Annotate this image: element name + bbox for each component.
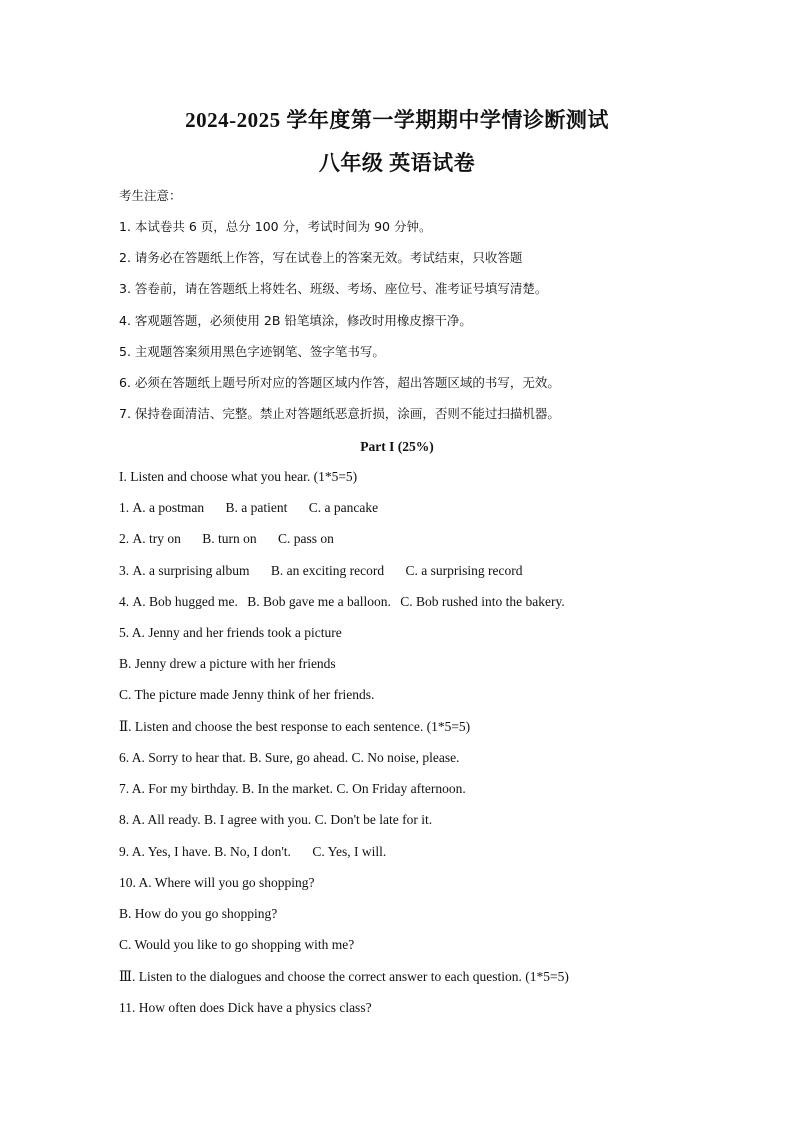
exam-subtitle: 八年级 英语试卷	[318, 151, 476, 175]
part-title: Part I (25%)	[360, 439, 434, 454]
options-a-b: 9. A. Yes, I have. B. No, I don't.	[119, 844, 291, 859]
exam-title: 2024-2025 学年度第一学期期中学情诊断测试	[185, 108, 609, 132]
option-c: C. pass on	[278, 531, 334, 546]
question-6: 6. A. Sorry to hear that. B. Sure, go ahead. C. No noise, please.	[119, 750, 460, 765]
notice-item: 2. 请务必在答题纸上作答，写在试卷上的答案无效。考试结束，只收答题	[119, 250, 523, 265]
question-7: 7. A. For my birthday. B. In the market. C. On Friday afternoon.	[119, 781, 466, 796]
section-heading: Ⅱ. Listen and choose the best response to each sentence. (1*5=5)	[119, 719, 471, 734]
option-b: B. Bob gave me a balloon.	[247, 594, 391, 609]
question-8: 8. A. All ready. B. I agree with you. C. Don't be late for it.	[119, 812, 433, 827]
question-number: 2.	[119, 531, 130, 546]
question-3	[119, 562, 522, 580]
option-b: B. a patient	[225, 500, 288, 515]
question-5-option-b: B. Jenny drew a picture with her friends	[119, 656, 336, 671]
question-number: 1.	[119, 500, 130, 515]
notice-item: 7. 保持卷面清洁、完整。禁止对答题纸恶意折损，涂画，否则不能过扫描机器。	[119, 406, 560, 421]
notice-item: 6. 必须在答题纸上题号所对应的答题区域内作答，超出答题区域的书写，无效。	[119, 375, 560, 390]
option-c: C. Bob rushed into the bakery.	[400, 594, 565, 609]
option-b: B. an exciting record	[270, 563, 385, 578]
question-10-option-c: C. Would you like to go shopping with me?	[119, 937, 355, 952]
question-4	[119, 593, 565, 611]
notice-item: 4. 客观题答题，必须使用 2B 铅笔填涂，修改时用橡皮擦干净。	[119, 313, 472, 328]
notice-item: 3. 答卷前，请在答题纸上将姓名、班级、考场、座位号、准考证号填写清楚。	[119, 281, 548, 296]
question-5-option-c: C. The picture made Jenny think of her friends.	[119, 687, 375, 702]
section-heading: Ⅲ. Listen to the dialogues and choose the correct answer to each question. (1*5=5)	[119, 969, 569, 984]
option-c: C. a surprising record	[405, 563, 523, 578]
question-11: 11. How often does Dick have a physics class?	[119, 1000, 372, 1015]
question-10-option-a: 10. A. Where will you go shopping?	[119, 875, 315, 890]
option-a: A. try on	[132, 531, 181, 546]
option-c: C. Yes, I will.	[312, 844, 387, 859]
question-2	[119, 530, 334, 548]
option-a: A. a surprising album	[132, 563, 250, 578]
notice-item: 5. 主观题答案须用黑色字迹钢笔、签字笔书写。	[119, 344, 385, 359]
option-b: B. turn on	[202, 531, 257, 546]
question-10-option-b: B. How do you go shopping?	[119, 906, 278, 921]
option-c: C. a pancake	[308, 500, 379, 515]
question-number: 4.	[119, 594, 130, 609]
question-5-option-a: 5. A. Jenny and her friends took a picture	[119, 625, 342, 640]
question-1	[119, 499, 378, 517]
option-a: A. a postman	[132, 500, 205, 515]
question-number: 3.	[119, 563, 130, 578]
notice-heading: 考生注意：	[119, 188, 182, 203]
option-a: A. Bob hugged me.	[132, 594, 238, 609]
question-9	[119, 843, 386, 861]
section-heading: I. Listen and choose what you hear. (1*5=5)	[119, 469, 358, 484]
notice-item: 1. 本试卷共 6 页，总分 100 分，考试时间为 90 分钟。	[119, 219, 432, 234]
